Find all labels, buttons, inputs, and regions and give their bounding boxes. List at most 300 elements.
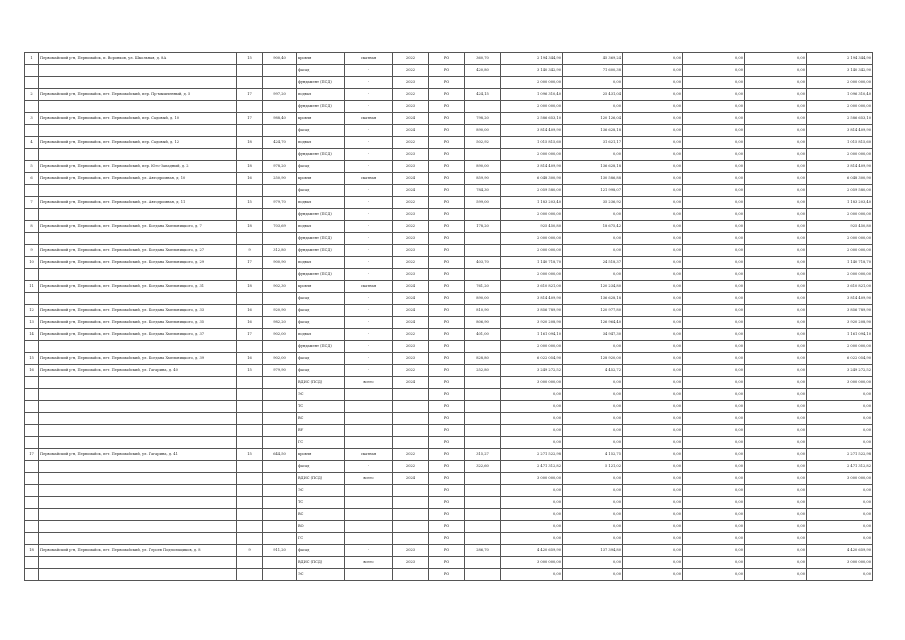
- cell-material: -: [345, 341, 393, 353]
- cell-fund-1: 136 628,18: [563, 161, 623, 173]
- cell-fund-1: 121 998,07: [563, 185, 623, 197]
- table-row: [25, 473, 873, 485]
- cell-year: 2022: [393, 137, 429, 149]
- cell-year: 2023: [393, 233, 429, 245]
- cell-total-cost: 2 000 000,00: [501, 269, 563, 281]
- cell-volume: [465, 149, 501, 161]
- table-row: [25, 293, 873, 305]
- cell-fund-3: 0,00: [683, 245, 745, 257]
- cell-fund-1: 120 977,80: [563, 305, 623, 317]
- cell-fund-2: 0,00: [623, 533, 683, 545]
- cell-year: [393, 425, 429, 437]
- table-row: [25, 365, 873, 377]
- cell-year: 2024: [393, 377, 429, 389]
- cell-address: [39, 425, 237, 437]
- cell-fund-1: 0,00: [563, 77, 623, 89]
- cell-floors: 18: [237, 161, 263, 173]
- cell-material: -: [345, 233, 393, 245]
- table-row: [25, 113, 873, 125]
- table-row: [25, 161, 873, 173]
- cell-material: -: [345, 329, 393, 341]
- cell-fund-4: 0,00: [745, 317, 807, 329]
- cell-area: [263, 557, 297, 569]
- cell-floors: [237, 521, 263, 533]
- cell-fund-2: 0,00: [623, 173, 683, 185]
- cell-sum: 2 000 000,00: [807, 233, 873, 245]
- cell-volume: [465, 77, 501, 89]
- cell-sum: 1 161 094,10: [807, 329, 873, 341]
- cell-row-number: [25, 569, 39, 581]
- cell-fund-1: 24 518,37: [563, 257, 623, 269]
- cell-sum: 2 000 000,00: [807, 101, 873, 113]
- table-row: [25, 137, 873, 149]
- cell-work-type: фасад: [297, 125, 345, 137]
- cell-source: РО: [429, 197, 465, 209]
- cell-floors: [237, 557, 263, 569]
- cell-material: [345, 389, 393, 401]
- cell-fund-3: 0,00: [683, 149, 745, 161]
- cell-material: -: [345, 65, 393, 77]
- cell-work-type: фасад: [297, 65, 345, 77]
- cell-total-cost: 0,00: [501, 389, 563, 401]
- cell-address: [39, 533, 237, 545]
- cell-fund-3: 0,00: [683, 317, 745, 329]
- cell-row-number: 16: [25, 365, 39, 377]
- cell-material: [345, 401, 393, 413]
- cell-year: 2022: [393, 329, 429, 341]
- table-row: [25, 341, 873, 353]
- table-row: [25, 449, 873, 461]
- cell-source: РО: [429, 77, 465, 89]
- cell-fund-3: 0,00: [683, 569, 745, 581]
- cell-row-number: [25, 461, 39, 473]
- cell-fund-4: 0,00: [745, 209, 807, 221]
- cell-fund-3: 0,00: [683, 137, 745, 149]
- cell-row-number: 18: [25, 545, 39, 557]
- cell-volume: 890,00: [465, 125, 501, 137]
- cell-fund-2: 0,00: [623, 245, 683, 257]
- cell-source: РО: [429, 257, 465, 269]
- cell-area: 902,00: [263, 353, 297, 365]
- cell-material: -: [345, 365, 393, 377]
- cell-row-number: 13: [25, 317, 39, 329]
- cell-fund-2: 0,00: [623, 341, 683, 353]
- cell-source: РО: [429, 521, 465, 533]
- cell-material: -: [345, 77, 393, 89]
- cell-fund-3: 0,00: [683, 257, 745, 269]
- cell-sum: 3 814 409,90: [807, 125, 873, 137]
- cell-fund-2: 0,00: [623, 377, 683, 389]
- cell-fund-1: 31 621,17: [563, 137, 623, 149]
- cell-fund-3: 0,00: [683, 101, 745, 113]
- cell-row-number: [25, 77, 39, 89]
- cell-sum: 1 015 815,60: [807, 137, 873, 149]
- cell-floors: 17: [237, 257, 263, 269]
- cell-fund-4: 0,00: [745, 221, 807, 233]
- cell-row-number: [25, 425, 39, 437]
- cell-year: 2022: [393, 461, 429, 473]
- cell-sum: 2 000 000,00: [807, 209, 873, 221]
- cell-total-cost: 2 000 000,00: [501, 77, 563, 89]
- cell-year: 2024: [393, 317, 429, 329]
- cell-material: [345, 497, 393, 509]
- cell-fund-1: 0,00: [563, 437, 623, 449]
- cell-volume: 360,70: [465, 53, 501, 65]
- cell-source: РО: [429, 401, 465, 413]
- table-row: [25, 185, 873, 197]
- cell-row-number: [25, 485, 39, 497]
- cell-fund-3: 0,00: [683, 77, 745, 89]
- cell-row-number: 6: [25, 173, 39, 185]
- cell-sum: 1 183 203,40: [807, 197, 873, 209]
- cell-year: 2022: [393, 89, 429, 101]
- cell-volume: 599,00: [465, 197, 501, 209]
- cell-material: -: [345, 221, 393, 233]
- cell-floors: 17: [237, 329, 263, 341]
- cell-fund-4: 0,00: [745, 293, 807, 305]
- cell-address: Первомайский р-н, Первомайск, пгт. Первомайский, ул. Богдана Хмельницкого, д. 39: [39, 353, 237, 365]
- cell-source: РО: [429, 125, 465, 137]
- cell-floors: 9: [237, 545, 263, 557]
- cell-row-number: 1: [25, 53, 39, 65]
- cell-total-cost: 3 000 000,00: [501, 557, 563, 569]
- cell-fund-1: 4 452,72: [563, 365, 623, 377]
- capital-repair-table: [24, 52, 873, 581]
- cell-source: РО: [429, 533, 465, 545]
- cell-fund-2: 0,00: [623, 569, 683, 581]
- cell-total-cost: 2 471 312,82: [501, 461, 563, 473]
- table-row: [25, 245, 873, 257]
- cell-floors: 18: [237, 281, 263, 293]
- cell-volume: [465, 401, 501, 413]
- cell-fund-4: 0,00: [745, 353, 807, 365]
- cell-work-type: ВДИС (ПСД): [297, 377, 345, 389]
- cell-sum: 0,00: [807, 413, 873, 425]
- cell-source: РО: [429, 245, 465, 257]
- cell-total-cost: 2 000 000,00: [501, 233, 563, 245]
- cell-floors: [237, 473, 263, 485]
- cell-source: РО: [429, 113, 465, 125]
- cell-year: 2022: [393, 365, 429, 377]
- cell-fund-4: 0,00: [745, 521, 807, 533]
- cell-volume: 403,70: [465, 257, 501, 269]
- cell-sum: 0,00: [807, 521, 873, 533]
- cell-total-cost: 3 856 789,90: [501, 305, 563, 317]
- cell-year: 2023: [393, 353, 429, 365]
- table-row: [25, 533, 873, 545]
- cell-material: -: [345, 89, 393, 101]
- cell-fund-3: 0,00: [683, 281, 745, 293]
- cell-year: 2022: [393, 257, 429, 269]
- cell-fund-1: 0,00: [563, 509, 623, 521]
- cell-fund-2: 0,00: [623, 185, 683, 197]
- cell-work-type: кровля: [297, 173, 345, 185]
- cell-fund-2: 0,00: [623, 329, 683, 341]
- cell-volume: [465, 485, 501, 497]
- cell-address: [39, 209, 237, 221]
- cell-fund-2: 0,00: [623, 521, 683, 533]
- cell-fund-4: 0,00: [745, 149, 807, 161]
- cell-row-number: 5: [25, 161, 39, 173]
- cell-address: Первомайский р-н, Первомайск, пгт. Первомайский, ул. Богдана Хмельницкого, д. 33: [39, 305, 237, 317]
- cell-volume: [465, 509, 501, 521]
- cell-address: [39, 461, 237, 473]
- cell-fund-4: 0,00: [745, 233, 807, 245]
- cell-material: скатная: [345, 281, 393, 293]
- cell-sum: 2 000 000,00: [807, 149, 873, 161]
- cell-material: -: [345, 461, 393, 473]
- cell-floors: [237, 413, 263, 425]
- cell-floors: 18: [237, 221, 263, 233]
- cell-fund-1: 18 675,42: [563, 221, 623, 233]
- cell-volume: [465, 209, 501, 221]
- cell-volume: 252,80: [465, 365, 501, 377]
- cell-total-cost: 0,00: [501, 533, 563, 545]
- cell-fund-4: 0,00: [745, 485, 807, 497]
- cell-source: РО: [429, 341, 465, 353]
- cell-source: РО: [429, 545, 465, 557]
- cell-address: Первомайский р-н, Первомайск, пгт. Первомайский, пер. Садовый, д. 12: [39, 137, 237, 149]
- cell-fund-3: 0,00: [683, 473, 745, 485]
- cell-source: РО: [429, 485, 465, 497]
- cell-total-cost: 4 420 659,90: [501, 545, 563, 557]
- cell-address: [39, 185, 237, 197]
- cell-year: 2023: [393, 161, 429, 173]
- table-row: [25, 209, 873, 221]
- cell-volume: 286,70: [465, 545, 501, 557]
- cell-fund-1: 0,00: [563, 401, 623, 413]
- cell-floors: [237, 77, 263, 89]
- cell-fund-1: 0,00: [563, 497, 623, 509]
- cell-address: [39, 293, 237, 305]
- cell-sum: 3 814 409,90: [807, 161, 873, 173]
- cell-total-cost: 2 000 000,00: [501, 101, 563, 113]
- cell-sum: 3 000 000,00: [807, 473, 873, 485]
- cell-volume: 890,00: [465, 161, 501, 173]
- cell-address: Первомайский р-н, Первомайск, пгт. Первомайский, ул. Гагарина, д. 40: [39, 365, 237, 377]
- cell-volume: 761,20: [465, 281, 501, 293]
- cell-fund-3: 0,00: [683, 413, 745, 425]
- cell-fund-3: 0,00: [683, 293, 745, 305]
- cell-year: 2023: [393, 245, 429, 257]
- cell-sum: 4 420 659,90: [807, 545, 873, 557]
- cell-sum: 2 194 344,90: [807, 53, 873, 65]
- cell-total-cost: 0,00: [501, 425, 563, 437]
- cell-work-type: ГС: [297, 437, 345, 449]
- cell-total-cost: 3 920 208,90: [501, 317, 563, 329]
- cell-volume: [465, 473, 501, 485]
- cell-fund-4: 0,00: [745, 569, 807, 581]
- cell-total-cost: 3 610 821,00: [501, 281, 563, 293]
- cell-material: -: [345, 245, 393, 257]
- cell-area: [263, 125, 297, 137]
- cell-area: [263, 569, 297, 581]
- cell-year: 2023: [393, 269, 429, 281]
- cell-fund-3: 0,00: [683, 533, 745, 545]
- cell-row-number: 3: [25, 113, 39, 125]
- cell-total-cost: 2 059 580,00: [501, 185, 563, 197]
- cell-sum: 3 140 342,90: [807, 65, 873, 77]
- cell-area: 920,90: [263, 305, 297, 317]
- cell-area: [263, 425, 297, 437]
- cell-total-cost: 2 000 000,00: [501, 341, 563, 353]
- cell-row-number: [25, 377, 39, 389]
- cell-total-cost: 0,00: [501, 509, 563, 521]
- cell-total-cost: 2 000 000,00: [501, 245, 563, 257]
- cell-work-type: фундамент (ПСД): [297, 77, 345, 89]
- cell-year: [393, 485, 429, 497]
- cell-sum: 0,00: [807, 401, 873, 413]
- cell-work-type: ТС: [297, 401, 345, 413]
- cell-source: РО: [429, 221, 465, 233]
- cell-total-cost: 2 586 653,10: [501, 113, 563, 125]
- cell-fund-2: 0,00: [623, 365, 683, 377]
- cell-fund-2: 0,00: [623, 65, 683, 77]
- cell-fund-3: 0,00: [683, 425, 745, 437]
- cell-sum: 0,00: [807, 389, 873, 401]
- cell-fund-2: 0,00: [623, 233, 683, 245]
- cell-floors: [237, 209, 263, 221]
- cell-row-number: 17: [25, 449, 39, 461]
- cell-area: [263, 77, 297, 89]
- table-row: [25, 77, 873, 89]
- cell-material: -: [345, 353, 393, 365]
- cell-work-type: фундамент (ПСД): [297, 233, 345, 245]
- cell-row-number: 10: [25, 257, 39, 269]
- cell-area: 902,30: [263, 281, 297, 293]
- cell-row-number: [25, 101, 39, 113]
- table-row: [25, 401, 873, 413]
- cell-address: Первомайский р-н, Первомайск, пгт. Первомайский, ул. Автодромная, д. 11: [39, 197, 237, 209]
- cell-fund-3: 0,00: [683, 209, 745, 221]
- cell-address: [39, 473, 237, 485]
- cell-material: -: [345, 101, 393, 113]
- cell-work-type: ВДИС (ПСД): [297, 473, 345, 485]
- cell-source: РО: [429, 281, 465, 293]
- cell-sum: 1 096 310,40: [807, 89, 873, 101]
- cell-source: РО: [429, 497, 465, 509]
- cell-fund-2: 0,00: [623, 401, 683, 413]
- cell-material: -: [345, 125, 393, 137]
- cell-address: [39, 437, 237, 449]
- cell-fund-4: 0,00: [745, 77, 807, 89]
- cell-material: скатная: [345, 173, 393, 185]
- cell-total-cost: 3 814 409,90: [501, 125, 563, 137]
- cell-row-number: [25, 509, 39, 521]
- cell-volume: 810,90: [465, 305, 501, 317]
- cell-area: [263, 185, 297, 197]
- cell-fund-2: 0,00: [623, 509, 683, 521]
- cell-fund-1: 5 121,02: [563, 461, 623, 473]
- cell-fund-3: 0,00: [683, 113, 745, 125]
- cell-fund-3: 0,00: [683, 485, 745, 497]
- cell-area: 703,69: [263, 221, 297, 233]
- cell-floors: [237, 569, 263, 581]
- cell-work-type: ВДИС (ПСД): [297, 557, 345, 569]
- cell-material: всего: [345, 557, 393, 569]
- cell-fund-4: 0,00: [745, 461, 807, 473]
- cell-material: скатная: [345, 113, 393, 125]
- cell-volume: [465, 533, 501, 545]
- cell-total-cost: 2 271 522,98: [501, 449, 563, 461]
- cell-source: РО: [429, 449, 465, 461]
- cell-fund-4: 0,00: [745, 341, 807, 353]
- cell-address: Первомайский р-н, Первомайск, пгт. Первомайский, ул. Богдана Хмельницкого, д. 27: [39, 245, 237, 257]
- cell-area: 988,40: [263, 113, 297, 125]
- cell-floors: 15: [237, 449, 263, 461]
- table-row: [25, 89, 873, 101]
- table-row: [25, 485, 873, 497]
- cell-fund-3: 0,00: [683, 65, 745, 77]
- table-row: [25, 197, 873, 209]
- cell-fund-4: 0,00: [745, 425, 807, 437]
- cell-address: [39, 341, 237, 353]
- cell-work-type: ВУ: [297, 425, 345, 437]
- cell-volume: 784,30: [465, 185, 501, 197]
- table-row: [25, 305, 873, 317]
- cell-source: РО: [429, 305, 465, 317]
- cell-address: [39, 269, 237, 281]
- cell-fund-3: 0,00: [683, 545, 745, 557]
- cell-fund-4: 0,00: [745, 173, 807, 185]
- cell-floors: [237, 377, 263, 389]
- cell-material: скатная: [345, 53, 393, 65]
- table-row: [25, 281, 873, 293]
- cell-fund-2: 0,00: [623, 497, 683, 509]
- cell-work-type: фундамент (ПСД): [297, 341, 345, 353]
- cell-year: 2024: [393, 293, 429, 305]
- cell-address: [39, 509, 237, 521]
- cell-fund-1: 4 152,75: [563, 449, 623, 461]
- cell-fund-4: 0,00: [745, 305, 807, 317]
- cell-fund-4: 0,00: [745, 497, 807, 509]
- cell-fund-2: 0,00: [623, 257, 683, 269]
- cell-total-cost: 0,00: [501, 521, 563, 533]
- cell-fund-4: 0,00: [745, 113, 807, 125]
- cell-work-type: подвал: [297, 329, 345, 341]
- cell-year: 2023: [393, 101, 429, 113]
- cell-volume: 828,80: [465, 353, 501, 365]
- cell-fund-3: 0,00: [683, 269, 745, 281]
- cell-source: РО: [429, 65, 465, 77]
- cell-fund-2: 0,00: [623, 293, 683, 305]
- cell-total-cost: 6 048 300,90: [501, 173, 563, 185]
- cell-year: 2024: [393, 173, 429, 185]
- cell-address: Первомайский р-н, Первомайск, пгт. Первомайский, ул. Богдана Хмельницкого, д. 35: [39, 317, 237, 329]
- cell-work-type: фасад: [297, 161, 345, 173]
- cell-source: РО: [429, 185, 465, 197]
- cell-sum: 0,00: [807, 425, 873, 437]
- cell-fund-2: 0,00: [623, 473, 683, 485]
- cell-volume: 178,20: [465, 221, 501, 233]
- cell-material: скатная: [345, 449, 393, 461]
- cell-total-cost: 925 450,80: [501, 221, 563, 233]
- cell-floors: 15: [237, 53, 263, 65]
- cell-fund-2: 0,00: [623, 557, 683, 569]
- cell-fund-2: 0,00: [623, 437, 683, 449]
- cell-source: РО: [429, 389, 465, 401]
- cell-material: [345, 569, 393, 581]
- cell-address: Первомайский р-н, Первомайск, пгт. Первомайский, ул. Героев Подпольщиков, д. 8: [39, 545, 237, 557]
- cell-work-type: подвал: [297, 257, 345, 269]
- cell-fund-3: 0,00: [683, 233, 745, 245]
- cell-material: [345, 509, 393, 521]
- cell-fund-4: 0,00: [745, 413, 807, 425]
- cell-year: 2024: [393, 281, 429, 293]
- cell-fund-1: 45 369,24: [563, 53, 623, 65]
- cell-fund-3: 0,00: [683, 401, 745, 413]
- cell-material: [345, 521, 393, 533]
